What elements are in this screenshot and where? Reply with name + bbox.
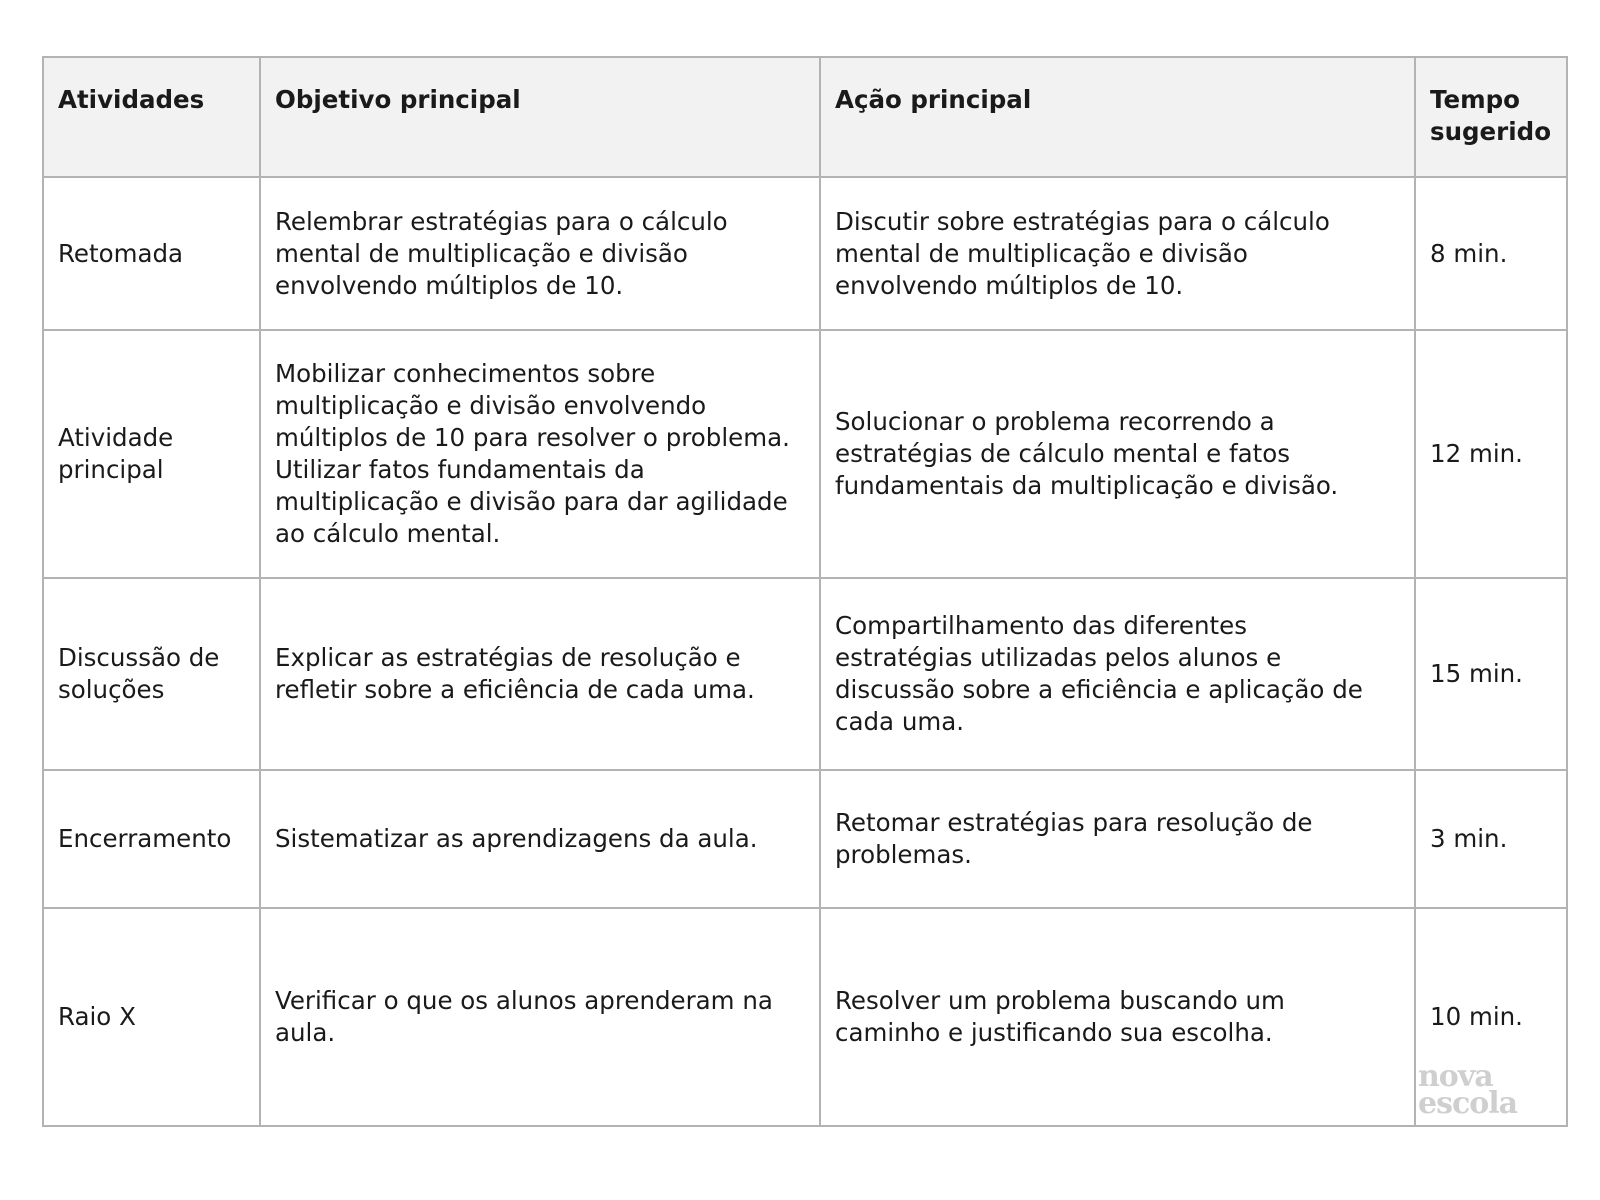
- cell-atividade: Atividade principal: [43, 330, 260, 578]
- cell-objetivo: Explicar as estratégias de resolução e refletir sobre a eficiência de cada uma.: [260, 578, 820, 770]
- header-acao-principal: Ação principal: [820, 57, 1415, 177]
- cell-atividade: Discussão de soluções: [43, 578, 260, 770]
- table-header-row: [43, 57, 1567, 177]
- cell-tempo: 3 min.: [1415, 770, 1567, 908]
- table-row: [43, 330, 1567, 578]
- cell-objetivo: Verificar o que os alunos aprenderam na aula.: [260, 908, 820, 1126]
- table-row: [43, 770, 1567, 908]
- cell-acao: Solucionar o problema recorrendo a estratégias de cálculo mental e fatos fundamentais da multiplicação e divisão.: [820, 330, 1415, 578]
- header-tempo-sugerido: Tempo sugerido: [1415, 57, 1567, 177]
- cell-tempo: 8 min.: [1415, 177, 1567, 330]
- cell-tempo: 12 min.: [1415, 330, 1567, 578]
- cell-atividade: Retomada: [43, 177, 260, 330]
- cell-objetivo: Relembrar estratégias para o cálculo mental de multiplicação e divisão envolvendo múltiplos de 10.: [260, 177, 820, 330]
- cell-objetivo: Mobilizar conhecimentos sobre multiplicação e divisão envolvendo múltiplos de 10 para resolver o problema. Utilizar fatos fundamentais da multiplicação e divisão para dar agilidade ao cálculo mental.: [260, 330, 820, 578]
- lesson-plan-table: [42, 56, 1568, 1127]
- header-atividades: Atividades: [43, 57, 260, 177]
- cell-atividade: Encerramento: [43, 770, 260, 908]
- cell-atividade: Raio X: [43, 908, 260, 1126]
- cell-tempo: 15 min.: [1415, 578, 1567, 770]
- header-objetivo-principal: Objetivo principal: [260, 57, 820, 177]
- cell-acao: Compartilhamento das diferentes estratégias utilizadas pelos alunos e discussão sobre a eficiência e aplicação de cada uma.: [820, 578, 1415, 770]
- nova-escola-logo: [1418, 1059, 1533, 1121]
- logo-line-1: nova: [1418, 1059, 1493, 1094]
- cell-acao: Resolver um problema buscando um caminho e justificando sua escolha.: [820, 908, 1415, 1126]
- table-row: [43, 908, 1567, 1126]
- cell-tempo: 10 min.: [1415, 908, 1567, 1126]
- cell-acao: Discutir sobre estratégias para o cálculo mental de multiplicação e divisão envolvendo múltiplos de 10.: [820, 177, 1415, 330]
- cell-acao: Retomar estratégias para resolução de problemas.: [820, 770, 1415, 908]
- table-row: [43, 578, 1567, 770]
- cell-objetivo: Sistematizar as aprendizagens da aula.: [260, 770, 820, 908]
- table-row: [43, 177, 1567, 330]
- logo-line-2: escola: [1418, 1086, 1518, 1121]
